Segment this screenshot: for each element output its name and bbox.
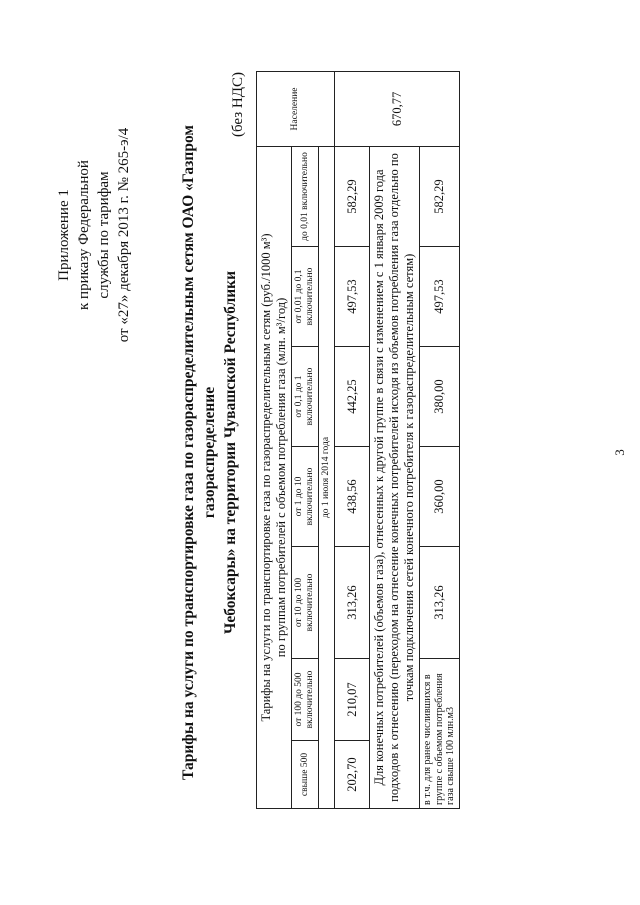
column-header-row [292, 71, 319, 808]
tariff-table [256, 71, 460, 809]
caption-line-1: Тарифы на услуги по транспортировке газа по газораспределительным сетям (руб./1000 м³) [259, 233, 273, 722]
column-header: от 0,01 до 0,1 включительно [292, 247, 319, 347]
period-label: до 1 июля 2014 года [319, 146, 335, 808]
vat-note: (без НДС) [230, 72, 246, 138]
order-reference: к приказу Федеральной [76, 160, 92, 310]
column-header: от 100 до 500 включительно [292, 659, 319, 741]
tariff-cell: 497,53 [420, 247, 460, 347]
appendix-title: Приложение 1 [56, 189, 72, 281]
tariff-cell: 438,56 [335, 447, 370, 547]
period-row [319, 71, 335, 808]
order-issuer: службы по тарифам [96, 171, 112, 299]
column-header: от 0,1 до 1 включительно [292, 347, 319, 447]
tariff-cell: 497,53 [335, 247, 370, 347]
population-tariff: 670,77 [335, 71, 460, 146]
population-header: Население [257, 71, 335, 146]
order-date: от «27» декабря 2013 г. № 265-э/4 [116, 127, 132, 343]
column-header: свыше 500 [292, 741, 319, 809]
table-caption-row [257, 71, 292, 808]
table-row [420, 71, 460, 808]
document-title [178, 70, 241, 835]
column-header: до 0,01 включительно [292, 146, 319, 246]
row-label: в т.ч. для ранее числившихся в группе с объемом потребления газа свыше 100 млн.м3 [420, 659, 460, 809]
table-caption [257, 146, 292, 808]
tariff-cell: 582,29 [335, 146, 370, 246]
note-row [370, 71, 420, 808]
caption-line-2: по группам потребителей с объемом потребления газа (млн. м³/год) [274, 297, 288, 658]
tariff-cell: 202,70 [335, 741, 370, 809]
tariff-cell: 380,00 [420, 347, 460, 447]
tariff-cell: 360,00 [420, 447, 460, 547]
column-header: от 1 до 10 включительно [292, 447, 319, 547]
tariff-cell: 313,26 [335, 547, 370, 659]
page-number: 3 [612, 449, 627, 456]
title-line-2: Чебоксары» на территории Чувашской Республики [222, 270, 239, 635]
tariff-cell: 582,29 [420, 146, 460, 246]
appendix-header [54, 70, 134, 400]
title-line-1: Тарифы на услуги по транспортировке газа по газораспределительным сетям ОАО «Газпром газораспределение [180, 125, 218, 780]
column-header: от 10 до 100 включительно [292, 547, 319, 659]
tariff-cell: 313,26 [420, 547, 460, 659]
regrouping-note: Для конечных потребителей (объемов газа), отнесенных к другой группе в связи с изменением с 1 января 2009 года подходов к отнесению (переходом на отнесение конечных потребителей исходя из объемов потребления газа отдельно по точкам подключения сетей конечного потребителя к газораспределительным сетям) [370, 146, 420, 808]
tariff-cell: 442,25 [335, 347, 370, 447]
table-row [335, 71, 370, 808]
tariff-cell: 210,07 [335, 659, 370, 741]
